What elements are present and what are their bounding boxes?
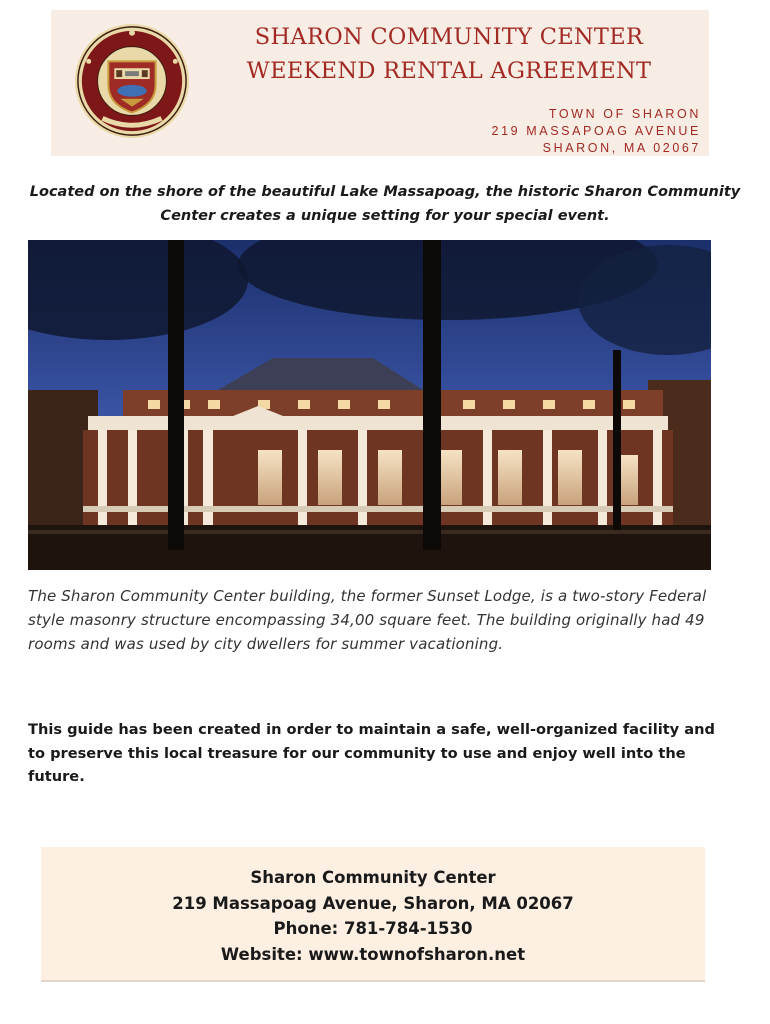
address-line: SHARON, MA 02067 [542,141,701,155]
title-line-2: WEEKEND RENTAL AGREEMENT [246,58,652,84]
contact-name: Sharon Community Center [250,868,496,887]
address-line: 219 MASSAPOAG AVENUE [491,124,701,138]
building-description: The Sharon Community Center building, the former Sunset Lodge, is a two-story Federal style masonry structure encompassing 34,00 square feet. The building originally had 49 rooms and was used by city dwellers for summer vacationing. [28,587,707,653]
header-banner [51,10,709,156]
header-address [492,106,701,157]
tagline: Located on the shore of the beautiful Lake Massapoag, the historic Sharon Community Center creates a unique setting for your special event. [29,184,741,224]
contact-address: 219 Massapoag Avenue, Sharon, MA 02067 [172,893,574,913]
contact-website: Website: www.townofsharon.net [220,944,526,964]
document-title [239,20,659,88]
community-center-photo [28,240,711,570]
guide-statement: This guide has been created in order to maintain a safe, well-organized facility and to preserve this local treasure for our community to use and enjoy well into the future. [28,721,715,785]
town-seal-logo [73,22,191,140]
address-line: TOWN OF SHARON [548,107,701,121]
contact-box [41,847,705,982]
contact-phone: Phone: 781-784-1530 [273,919,473,938]
title-line-1: SHARON COMMUNITY CENTER [254,24,644,50]
